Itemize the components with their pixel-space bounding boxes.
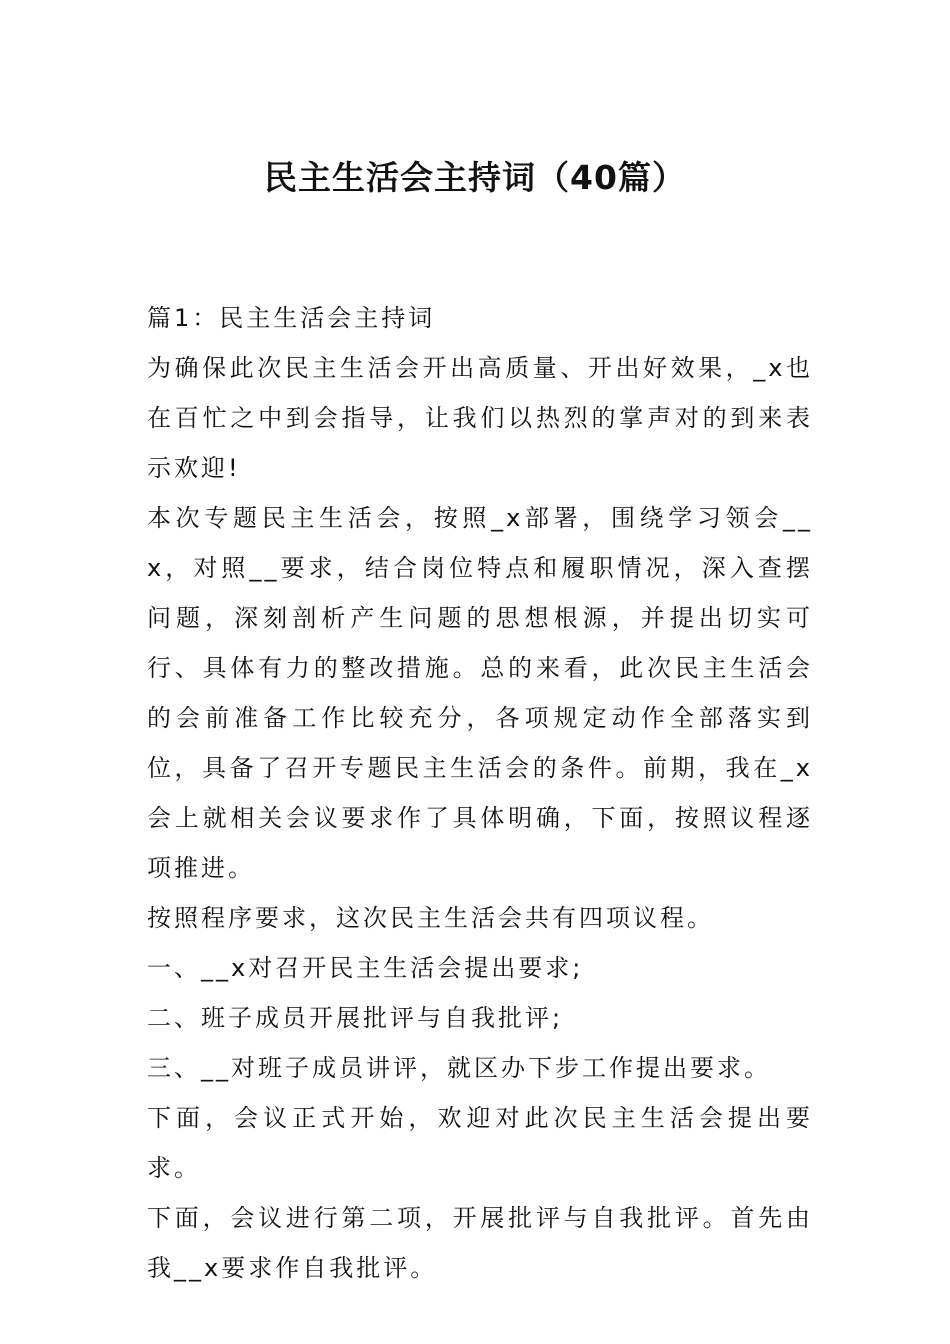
- agenda-item: 二、班子成员开展批评与自我批评;: [147, 1004, 564, 1032]
- section-heading: 篇1：民主生活会主持词: [147, 304, 436, 332]
- paragraph: 为确保此次民主生活会开出高质量、开出好效果，_x也在百忙之中到会指导，让我们以热烈的掌声对的到来表示欢迎!: [147, 354, 813, 482]
- document-body: [147, 293, 813, 1293]
- agenda-item: 一、__x对召开民主生活会提出要求;: [147, 954, 584, 982]
- agenda-item: 三、__对班子成员讲评，就区办下步工作提出要求。: [147, 1054, 771, 1082]
- paragraph: 按照程序要求，这次民主生活会共有四项议程。: [147, 904, 714, 932]
- paragraph: 下面，会议进行第二项，开展批评与自我批评。首先由我__x要求作自我批评。: [147, 1204, 813, 1282]
- paragraph: 下面，会议正式开始，欢迎对此次民主生活会提出要求。: [147, 1104, 813, 1182]
- paragraph: 本次专题民主生活会，按照_x部署，围绕学习领会__x，对照__要求，结合岗位特点和履职情况，深入查摆问题，深刻剖析产生问题的思想根源，并提出切实可行、具体有力的整改措施。总的来看，此次民主生活会的会前准备工作比较充分，各项规定动作全部落实到位，具备了召开专题民主生活会的条件。前期，我在_x会上就相关会议要求作了具体明确，下面，按照议程逐项推进。: [147, 504, 813, 882]
- document-title: 民主生活会主持词（40篇）: [264, 158, 686, 197]
